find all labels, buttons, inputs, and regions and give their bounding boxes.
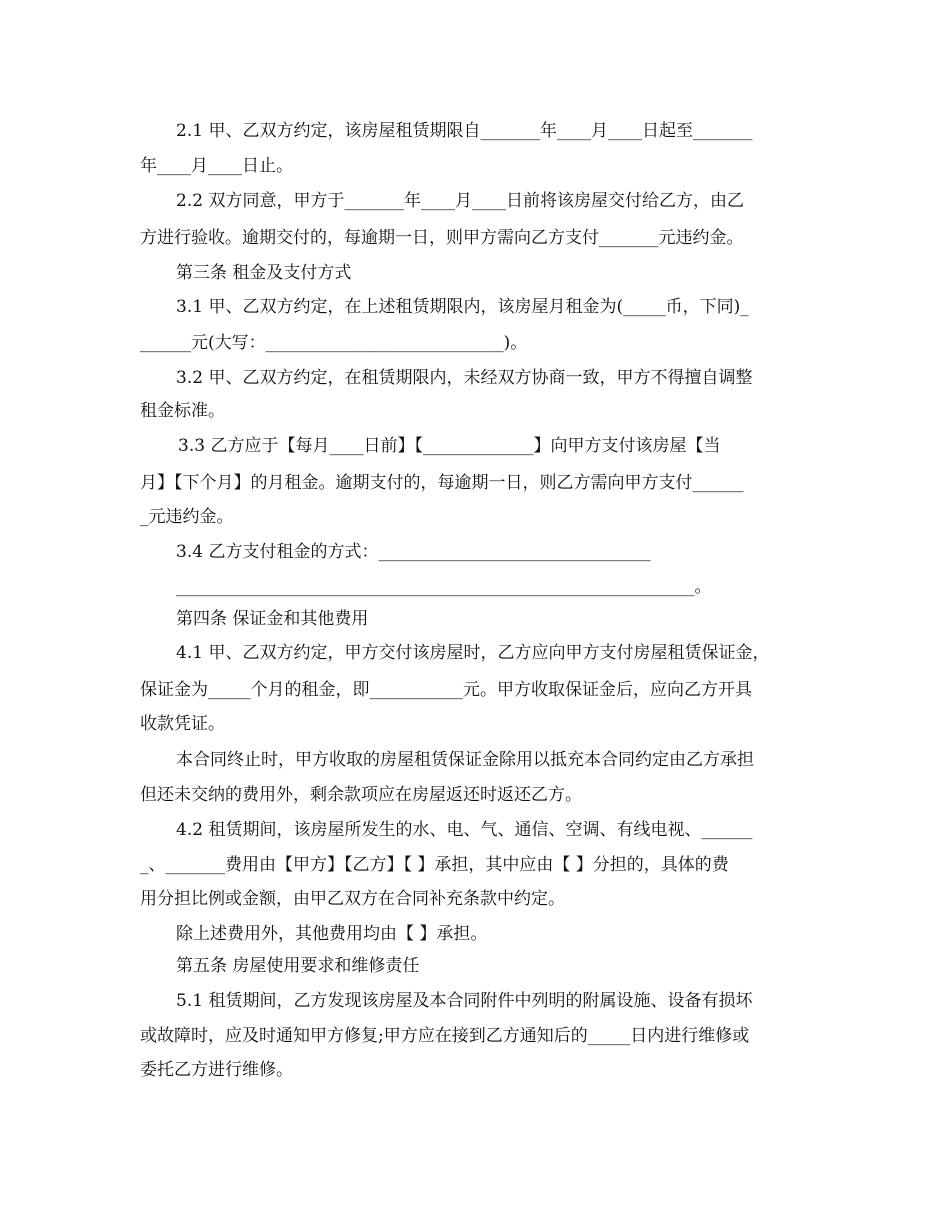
- article-4-heading: 第四条 保证金和其他费用: [176, 609, 369, 629]
- clause-2-2-line-1: 2.2 双方同意，甲方于_______年____月____日前将该房屋交付给乙方，由乙: [176, 191, 744, 211]
- clause-4-2-line-3: 用分担比例或金额，由甲乙双方在合同补充条款中约定。: [140, 889, 565, 909]
- clause-4-2-line-2: _、_______费用由【甲方】【乙方】【 】承担，其中应由【 】分担的，具体的费: [140, 855, 729, 875]
- deposit-return-line-1: 本合同终止时，甲方收取的房屋租赁保证金除用以抵充本合同约定由乙方承担: [176, 750, 754, 770]
- clause-4-1-line-3: 收款凭证。: [140, 714, 225, 734]
- clause-3-2-line-2: 租金标准。: [140, 401, 225, 421]
- clause-4-1-line-2: 保证金为_____个月的租金，即___________元。甲方收取保证金后，应向乙方开具: [140, 680, 752, 700]
- clause-5-1-line-1: 5.1 租赁期间，乙方发现该房屋及本合同附件中列明的附属设施、设备有损坏: [176, 991, 753, 1011]
- clause-3-3-line-3: _元违约金。: [140, 507, 234, 527]
- clause-3-1-line-2: ______元(大写：____________________________)。: [140, 333, 528, 353]
- clause-3-3-line-1: 3.3 乙方应于【每月____日前】【_____________】向甲方支付该房屋【当: [178, 436, 721, 456]
- article-3-heading: 第三条 租金及支付方式: [176, 263, 352, 283]
- clause-5-1-line-3: 委托乙方进行维修。: [140, 1060, 293, 1080]
- clause-2-2-line-2: 方进行验收。逾期交付的，每逾期一日，则甲方需向乙方支付_______元违约金。: [140, 228, 744, 248]
- clause-2-1-line-1: 2.1 甲、乙双方约定，该房屋租赁期限自_______年____月____日起至_______: [176, 121, 753, 141]
- clause-3-4-line-1: 3.4 乙方支付租金的方式：________________________________: [176, 542, 651, 562]
- clause-3-2-line-1: 3.2 甲、乙双方约定，在租赁期限内，未经双方协商一致，甲方不得擅自调整: [176, 368, 753, 388]
- article-5-heading: 第五条 房屋使用要求和维修责任: [176, 956, 420, 976]
- other-fees-line: 除上述费用外，其他费用均由【 】承担。: [176, 924, 488, 944]
- clause-3-3-line-2: 月】【下个月】的月租金。逾期支付的，每逾期一日，则乙方需向甲方支付______: [140, 473, 744, 493]
- deposit-return-line-2: 但还未交纳的费用外，剩余款项应在房屋返还时返还乙方。: [140, 785, 582, 805]
- clause-3-1-line-1: 3.1 甲、乙双方约定，在上述租赁期限内，该房屋月租金为(_____币，下同)_: [176, 297, 749, 317]
- clause-4-2-line-1: 4.2 租赁期间，该房屋所发生的水、电、气、通信、空调、有线电视、______: [176, 820, 753, 840]
- clause-4-1-line-1: 4.1 甲、乙双方约定，甲方交付该房屋时，乙方应向甲方支付房屋租赁保证金，: [176, 643, 770, 663]
- clause-2-1-line-2: 年____月____日止。: [140, 156, 293, 176]
- clause-5-1-line-2: 或故障时，应及时通知甲方修复;甲方应在接到乙方通知后的_____日内进行维修或: [140, 1026, 750, 1046]
- clause-3-4-line-2: _____________________________________________________________。: [176, 577, 712, 597]
